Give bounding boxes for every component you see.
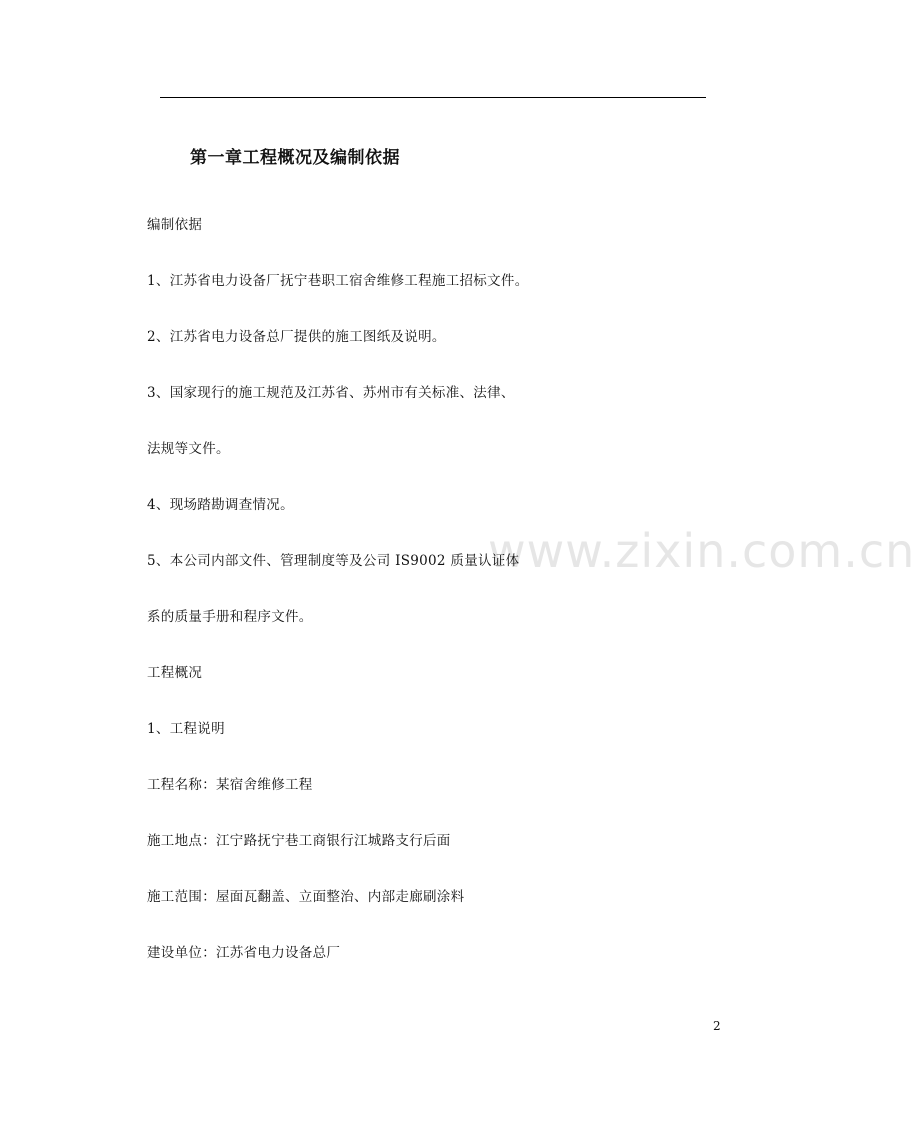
subsection-heading-description: 1、工程说明 — [147, 721, 225, 737]
project-location-line: 施工地点：江宁路抚宁巷工商银行江城路支行后面 — [147, 833, 451, 849]
project-scope-line: 施工范围：屋面瓦翻盖、立面整治、内部走廊刷涂料 — [147, 889, 465, 905]
basis-item-1: 1、江苏省电力设备厂抚宁巷职工宿舍维修工程施工招标文件。 — [147, 273, 529, 289]
header-rule — [160, 97, 706, 98]
project-owner-line: 建设单位：江苏省电力设备总厂 — [147, 945, 341, 961]
basis-item-2: 2、江苏省电力设备总厂提供的施工图纸及说明。 — [147, 329, 446, 345]
page-number: 2 — [713, 1019, 721, 1033]
basis-item-5: 5、本公司内部文件、管理制度等及公司 IS9002 质量认证体 — [147, 553, 520, 569]
basis-item-5-continued: 系的质量手册和程序文件。 — [147, 609, 313, 625]
basis-item-4: 4、现场踏勘调查情况。 — [147, 497, 294, 513]
section-heading-overview: 工程概况 — [147, 665, 203, 681]
chapter-title: 第一章工程概况及编制依据 — [190, 148, 400, 168]
watermark: www.zixin.com.cn — [488, 524, 915, 578]
basis-item-3-continued: 法规等文件。 — [147, 441, 230, 457]
project-name-line: 工程名称：某宿舍维修工程 — [147, 777, 313, 793]
basis-item-3: 3、国家现行的施工规范及江苏省、苏州市有关标准、法律、 — [147, 385, 515, 401]
section-heading-basis: 编制依据 — [147, 217, 203, 233]
